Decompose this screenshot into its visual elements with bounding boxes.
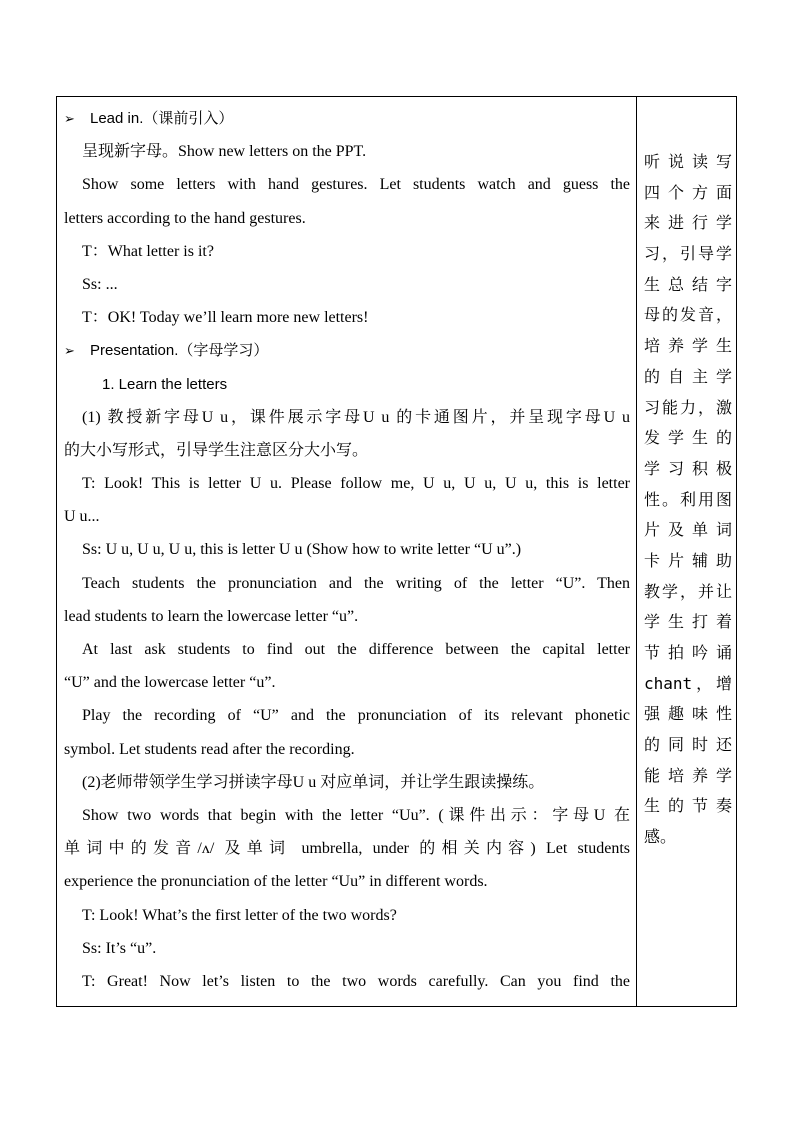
lesson-line: 单词中的发音/ʌ/ 及单词 umbrella, under 的相关内容) Let students — [64, 840, 630, 858]
note-line: 习能力，激 — [644, 397, 732, 417]
lesson-line: 的大小写形式，引导学生注意区分大小写。 — [64, 441, 369, 459]
lesson-line: U u... — [64, 508, 100, 526]
note-line: 来进行学 — [644, 213, 732, 233]
lesson-line: T: Great! Now let’s listen to the two words carefully. Can you find the — [82, 972, 630, 990]
lesson-plan-table — [56, 96, 737, 1007]
note-line: 发学生的 — [644, 428, 732, 448]
note-line: 性。利用图 — [644, 489, 732, 509]
note-line: 学习积极 — [644, 458, 732, 478]
note-line: 卡片辅助 — [644, 550, 732, 570]
lesson-line: Show two words that begin with the letter “Uu”. (课件出示：字母U 在 — [82, 806, 630, 824]
note-line: 感。 — [644, 827, 677, 847]
lesson-line: lead students to learn the lowercase letter “u”. — [64, 607, 359, 625]
design-intent-cell — [644, 147, 732, 853]
lesson-line: Teach students the pronunciation and the writing of the letter “U”. Then — [82, 574, 630, 592]
note-line: 培养学生 — [644, 336, 732, 356]
note-line: 教学，并让 — [644, 581, 732, 601]
lesson-line: Play the recording of “U” and the pronunciation of its relevant phonetic — [82, 707, 630, 725]
note-line: 能培养学 — [644, 765, 732, 785]
note-line: 生的节奏 — [644, 796, 732, 816]
note-line: 强趣味性 — [644, 704, 732, 724]
note-line: 的自主学 — [644, 366, 732, 386]
note-line: 的同时还 — [644, 735, 732, 755]
note-line: 生总结字 — [644, 274, 732, 294]
lesson-line: “U” and the lowercase letter “u”. — [64, 674, 276, 692]
arrow-bullet-icon: ➢ — [64, 111, 75, 126]
lesson-line: (1) 教授新字母U u，课件展示字母U u 的卡通图片，并呈现字母U u — [82, 408, 630, 426]
lesson-line: Ss: ... — [82, 275, 118, 293]
note-line: 学生打着 — [644, 612, 732, 632]
subheading-learn-letters: 1. Learn the letters — [102, 375, 228, 393]
lesson-line: (2)老师带领学生学习拼读字母U u 对应单词，并让学生跟读操练。 — [82, 773, 545, 791]
lesson-line: experience the pronunciation of the letter “Uu” in different words. — [64, 873, 488, 891]
section-heading-lead-in: ➢ Lead in.（课前引入） — [64, 102, 630, 135]
lesson-line: letters according to the hand gestures. — [64, 209, 306, 227]
lesson-line: T: Look! This is letter U u. Please follow me, U u, U u, U u, this is letter — [82, 475, 630, 493]
note-line: 四个方面 — [644, 182, 732, 202]
lesson-line: T：What letter is it? — [82, 242, 214, 260]
lesson-content-cell — [64, 102, 630, 998]
note-line: 节拍吟诵 — [644, 643, 732, 662]
note-line: chant，增 — [644, 673, 732, 693]
lesson-line: Ss: It’s “u”. — [82, 939, 157, 957]
note-line: 片及单词 — [644, 520, 732, 540]
note-line: 母的发音， — [644, 305, 732, 325]
lesson-line: symbol. Let students read after the recording. — [64, 740, 355, 758]
lesson-line: Ss: U u, U u, U u, this is letter U u (Show how to write letter “U u”.) — [82, 541, 522, 559]
note-line: 习，引导学 — [644, 244, 732, 264]
column-divider — [636, 97, 637, 1006]
lesson-line: Show some letters with hand gestures. Let students watch and guess the — [82, 176, 630, 194]
lesson-line: At last ask students to find out the difference between the capital letter — [82, 641, 630, 658]
lesson-line: T：OK! Today we’ll learn more new letters! — [82, 309, 369, 327]
note-line: 听说读写 — [644, 152, 732, 171]
lesson-line: 呈现新字母。Show new letters on the PPT. — [82, 143, 367, 161]
lesson-line: T: Look! What’s the first letter of the two words? — [82, 906, 397, 924]
arrow-bullet-icon: ➢ — [64, 343, 75, 359]
section-heading-presentation: ➢ Presentation.（字母学习） — [64, 334, 630, 367]
